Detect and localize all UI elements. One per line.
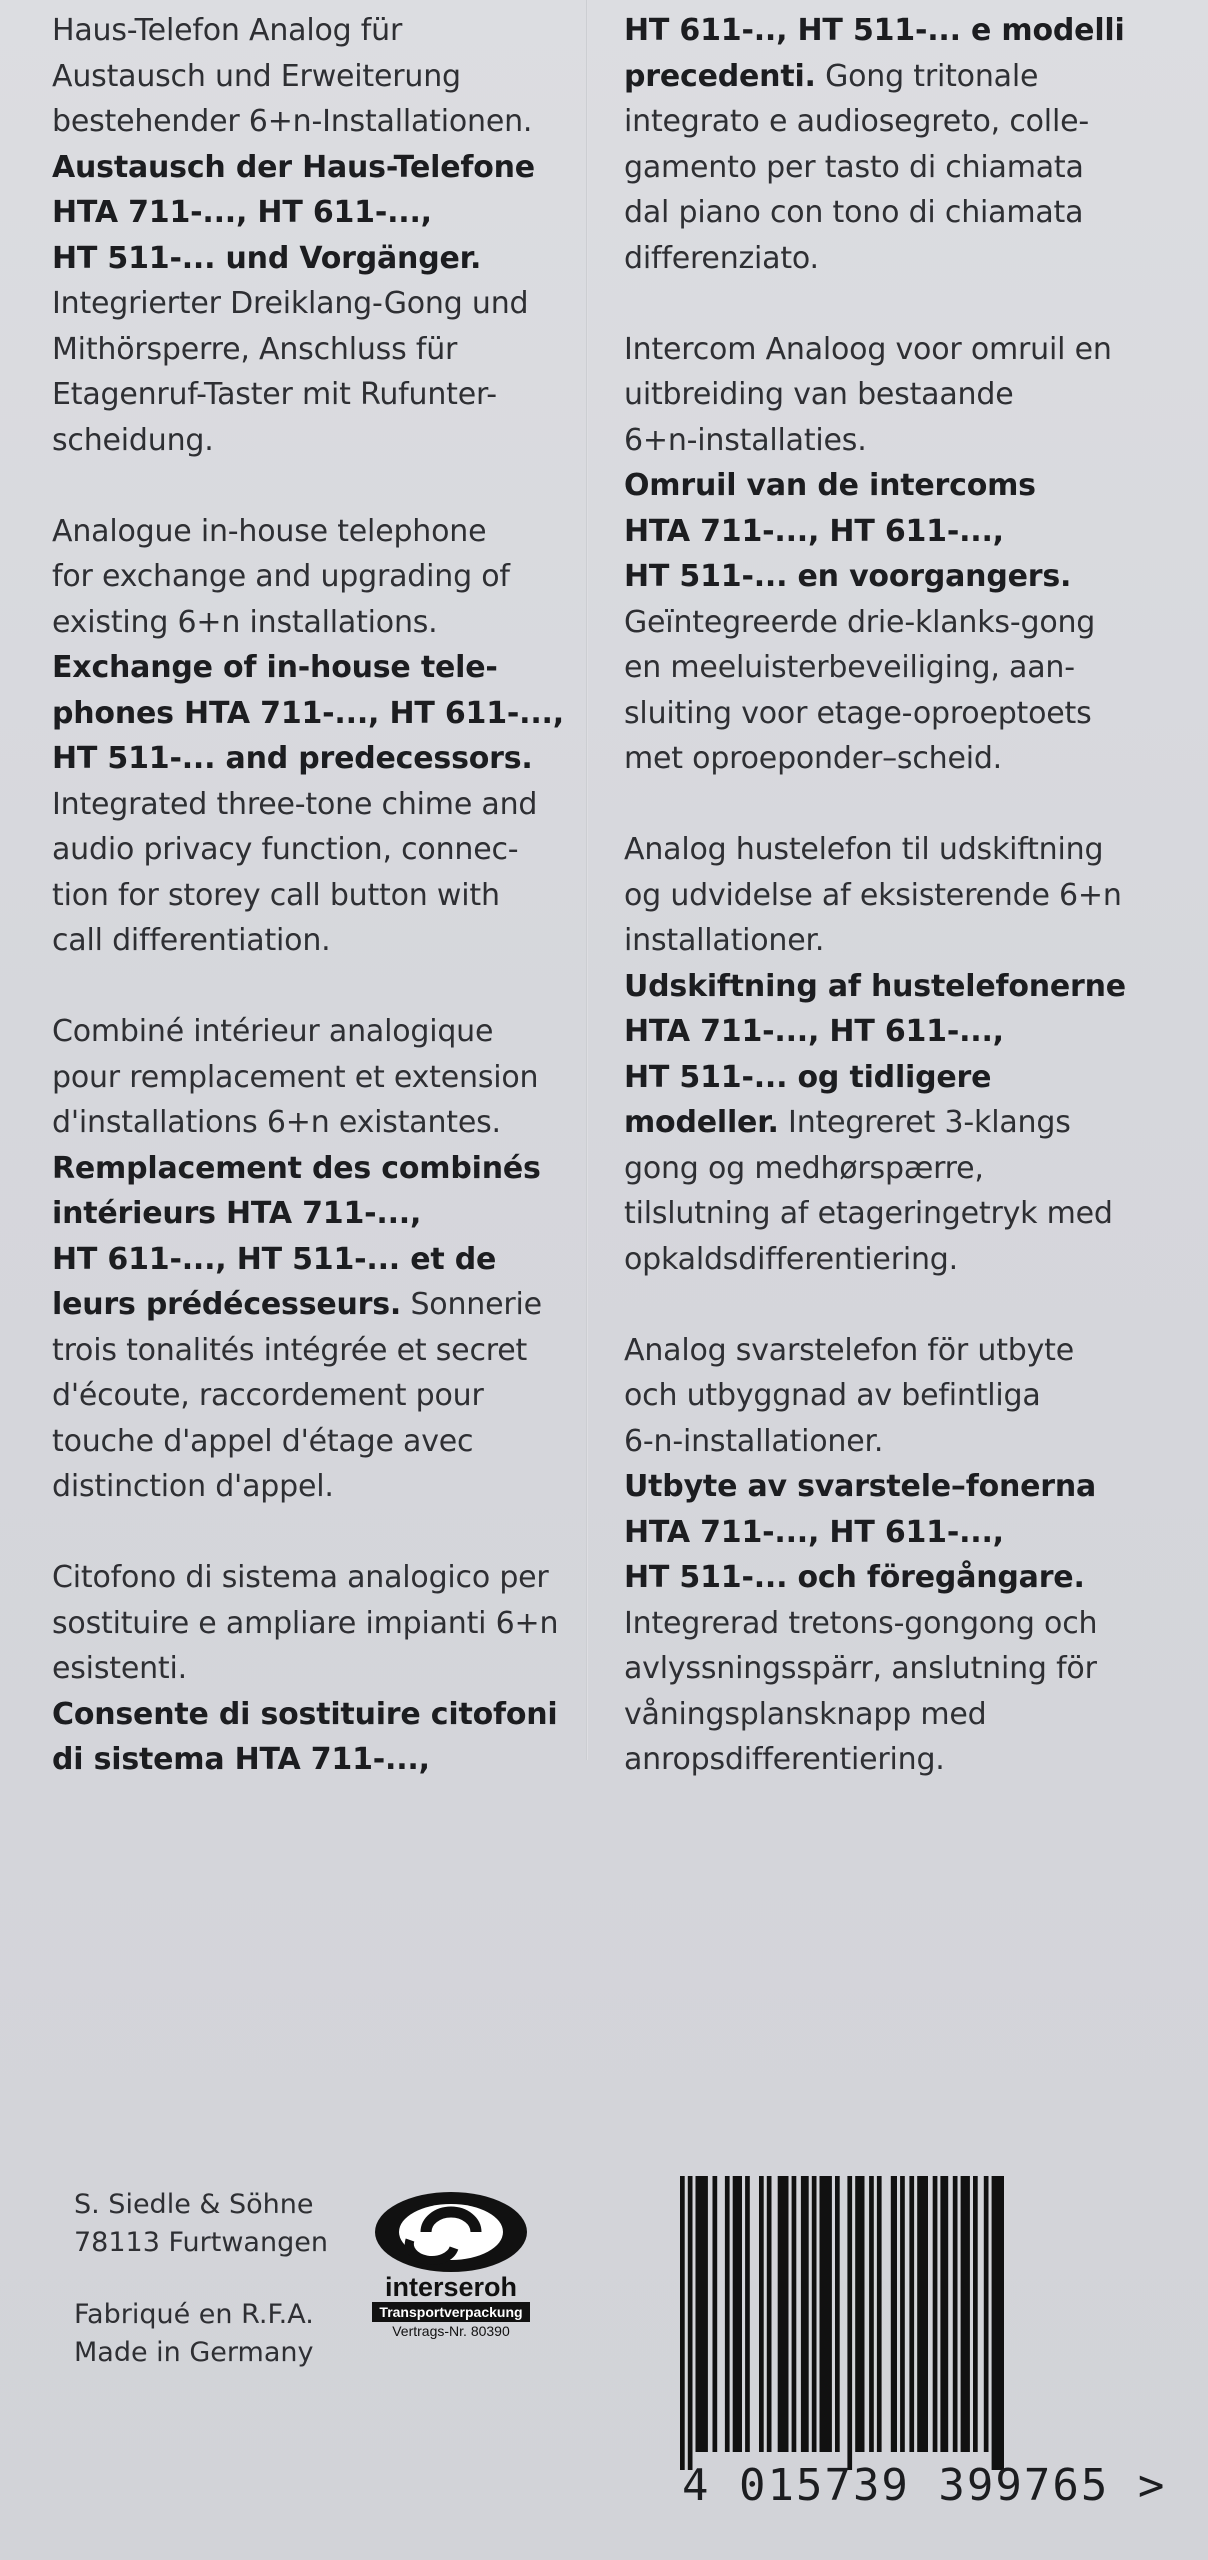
barcode-bar <box>900 2176 905 2452</box>
barcode-bar <box>680 2176 685 2470</box>
manufacturer-address <box>74 2186 328 2262</box>
text-line: våningsplansknapp med <box>624 1696 987 1732</box>
text-line: Austausch und Erweiterung <box>52 58 461 94</box>
text-line: phones HTA 711-..., HT 611-..., <box>52 695 564 731</box>
made-in-text: Made in Germany <box>74 2337 314 2368</box>
text-line: Utbyte av svarstele–fonerna <box>624 1469 1097 1504</box>
barcode-bar <box>917 2176 928 2452</box>
barcode-bar <box>961 2176 970 2452</box>
text-block <box>624 8 1184 281</box>
barcode-bar <box>855 2176 864 2452</box>
text-line: esistenti. <box>52 1651 187 1686</box>
barcode-bar <box>759 2176 764 2452</box>
text-line: trois tonalités intégrée et secret <box>52 1332 528 1368</box>
text-block <box>52 509 612 964</box>
text-line: Exchange of in-house tele- <box>52 650 498 685</box>
barcode <box>676 2170 1176 2500</box>
bold-text: leurs prédécesseurs. <box>52 1287 402 1322</box>
barcode-bar <box>767 2176 772 2452</box>
right-text-column <box>624 8 1184 1828</box>
barcode-number: 4 015739 399765 > <box>682 2460 1167 2511</box>
text-line: Analog hustelefon til udskiftning <box>624 832 1104 867</box>
text-line: distinction d'appel. <box>52 1469 334 1504</box>
text-line: gong og medhørspærre, <box>624 1150 984 1186</box>
text-line: avlyssningsspärr, anslutning för <box>624 1651 1097 1686</box>
text-line: tion for storey call button with <box>52 877 500 913</box>
barcode-bar <box>847 2176 852 2470</box>
text-block <box>52 1555 612 1783</box>
text-line: Integrerad tretons-gongong och <box>624 1605 1098 1641</box>
text-line: 6-n-installationer. <box>624 1423 884 1459</box>
text-line: HT 511-... og tidligere <box>624 1059 992 1095</box>
text-line: og udvidelse af eksisterende 6+n <box>624 877 1122 913</box>
text-line: HTA 711-..., HT 611-..., <box>624 513 1004 549</box>
interseroh-emblem-icon <box>366 2190 536 2340</box>
text-line: Geïntegreerde drie-klanks-gong <box>624 604 1096 640</box>
text-line: Remplacement des combinés <box>52 1150 541 1186</box>
text-line: Omruil van de intercoms <box>624 468 1036 503</box>
text-line <box>624 1100 1184 1146</box>
text-block <box>624 1328 1184 1783</box>
text-block <box>624 327 1184 782</box>
barcode-bar <box>801 2176 809 2452</box>
text-line <box>624 54 1184 100</box>
text-line: met oproeponder–scheid. <box>624 741 1003 776</box>
barcode-bar <box>812 2176 817 2452</box>
text-line: intérieurs HTA 711-..., <box>52 1196 422 1231</box>
text-line: gamento per tasto di chiamata <box>624 149 1084 185</box>
text-line: tilslutning af etageringetryk med <box>624 1196 1113 1231</box>
text-line: HTA 711-..., HT 611-..., <box>624 1514 1004 1550</box>
left-text-column <box>52 8 612 1828</box>
barcode-bar <box>820 2176 832 2452</box>
text-line: HT 511-... och föregångare. <box>624 1560 1085 1595</box>
text-line: Analog svarstelefon för utbyte <box>624 1332 1074 1368</box>
text-line: d'écoute, raccordement pour <box>52 1378 484 1413</box>
regular-text: Integreret 3-klangs <box>778 1105 1071 1140</box>
text-line: Combiné intérieur analogique <box>52 1014 494 1049</box>
barcode-bar <box>778 2176 789 2452</box>
text-line: opkaldsdifferentiering. <box>624 1241 958 1277</box>
barcode-bar <box>792 2176 797 2452</box>
barcode-bar <box>940 2176 948 2452</box>
text-line: Consente di sostituire citofoni <box>52 1696 558 1732</box>
text-line: Integrated three-tone chime and <box>52 786 538 822</box>
text-line: for exchange and upgrading of <box>52 559 510 594</box>
text-line: pour remplacement et extension <box>52 1059 539 1095</box>
barcode-bar <box>992 2176 1004 2470</box>
logo-wordmark: interseroh <box>384 2272 518 2302</box>
text-line: Udskiftning af hustelefonerne <box>624 968 1126 1004</box>
text-block <box>624 827 1184 1282</box>
barcode-bar <box>984 2176 989 2452</box>
text-line: di sistema HTA 711-..., <box>52 1742 430 1777</box>
text-line: audio privacy function, connec- <box>52 832 519 867</box>
origin-statement <box>74 2296 314 2372</box>
barcode-bar <box>745 2176 750 2452</box>
text-line: HTA 711-..., HT 611-..., <box>52 195 432 230</box>
text-block <box>52 8 612 463</box>
company-name: S. Siedle & Söhne <box>74 2189 314 2220</box>
logo-band-text: Transportverpackung <box>379 2304 523 2320</box>
text-line <box>624 8 1184 54</box>
text-line: integrato e audiosegreto, colle- <box>624 104 1089 139</box>
barcode-bar <box>696 2176 708 2452</box>
text-line: d'installations 6+n existantes. <box>52 1105 501 1140</box>
text-line: HT 611-..., HT 511-... et de <box>52 1241 497 1277</box>
text-line: HTA 711-..., HT 611-..., <box>624 1014 1004 1049</box>
barcode-bar <box>933 2176 938 2452</box>
barcode-bar <box>909 2176 914 2452</box>
text-line: 6+n-installaties. <box>624 422 867 458</box>
text-line: Integrierter Dreiklang-Gong und <box>52 286 529 321</box>
text-line: dal piano con tono di chiamata <box>624 195 1084 230</box>
barcode-bar <box>835 2176 840 2452</box>
text-line: touche d'appel d'étage avec <box>52 1423 474 1459</box>
fabrique-en-text: Fabriqué en R.F.A. <box>74 2299 314 2330</box>
company-city: 78113 Furtwangen <box>74 2227 328 2258</box>
text-line: call differentiation. <box>52 923 331 958</box>
text-line: Etagenruf-Taster mit Rufunter- <box>52 377 497 412</box>
regular-text: Sonnerie <box>401 1287 542 1322</box>
text-line: HT 511-... und Vorgänger. <box>52 240 482 276</box>
text-line <box>52 1282 612 1328</box>
text-line: sostituire e ampliare impianti 6+n <box>52 1605 559 1641</box>
bold-text: precedenti. <box>624 58 816 94</box>
regular-text: Gong tritonale <box>815 58 1039 94</box>
barcode-bars <box>676 2170 1176 2470</box>
text-line: scheidung. <box>52 422 214 458</box>
text-line: Haus-Telefon Analog für <box>52 13 403 48</box>
text-line: uitbreiding van bestaande <box>624 377 1014 412</box>
barcode-bar <box>733 2176 742 2452</box>
barcode-bar <box>891 2176 897 2452</box>
text-line: sluiting voor etage-oproeptoets <box>624 695 1092 731</box>
logo-contract-number: Vertrags-Nr. 80390 <box>392 2323 510 2339</box>
bold-text: HT 611-.., HT 511-... e modelli <box>624 13 1125 48</box>
text-line: Mithörsperre, Anschluss für <box>52 331 458 367</box>
text-line: HT 511-... and predecessors. <box>52 741 533 776</box>
text-block <box>52 1009 612 1510</box>
barcode-bar <box>973 2176 978 2452</box>
text-line: Austausch der Haus-Telefone <box>52 149 535 185</box>
barcode-bar <box>953 2176 958 2452</box>
barcode-bar <box>713 2176 718 2452</box>
text-line: Intercom Analoog voor omruil en <box>624 331 1112 367</box>
text-line: existing 6+n installations. <box>52 604 438 640</box>
barcode-bar <box>869 2176 874 2452</box>
text-line: Citofono di sistema analogico per <box>52 1560 549 1595</box>
barcode-bar <box>688 2176 693 2470</box>
text-line: installationer. <box>624 923 825 958</box>
text-line: HT 511-... en voorgangers. <box>624 559 1072 594</box>
text-line: bestehender 6+n-Installationen. <box>52 104 533 139</box>
bold-text: modeller. <box>624 1105 779 1140</box>
text-line: en meeluisterbeveiliging, aan- <box>624 650 1075 685</box>
text-line: och utbyggnad av befintliga <box>624 1378 1041 1413</box>
text-line: differenziato. <box>624 240 819 276</box>
interseroh-logo <box>366 2190 536 2340</box>
text-line: anropsdifferentiering. <box>624 1742 945 1777</box>
text-line: Analogue in-house telephone <box>52 513 487 549</box>
barcode-bar <box>877 2176 882 2452</box>
barcode-bar <box>725 2176 730 2452</box>
